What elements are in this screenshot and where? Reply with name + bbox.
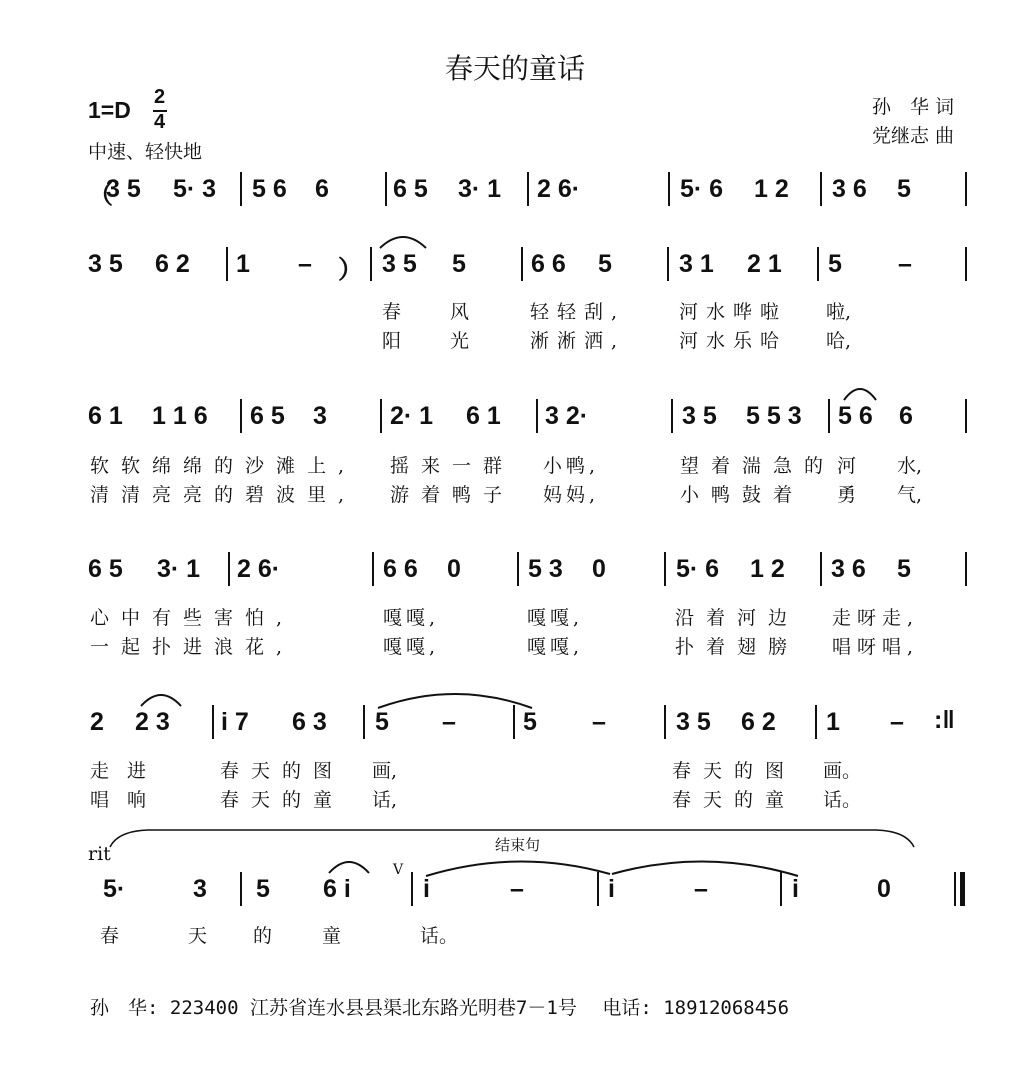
lyric-verse-1: 天 bbox=[188, 925, 208, 947]
note-group: i bbox=[423, 875, 430, 903]
note-group: 5 bbox=[256, 875, 270, 903]
note-group: 2 6· bbox=[537, 175, 581, 203]
lyric-verse-2: 淅淅洒, bbox=[530, 330, 626, 352]
lyric-verse-1: 春 bbox=[100, 925, 120, 947]
note-group: 6 bbox=[315, 175, 329, 203]
note-group: 5 bbox=[897, 555, 911, 583]
slur bbox=[840, 382, 880, 402]
footer-address: 223400 江苏省连水县县渠北东路光明巷7－1号 bbox=[169, 997, 577, 1019]
lyric-verse-2: 气, bbox=[897, 484, 923, 506]
lyric-verse-1: 童 bbox=[322, 925, 342, 947]
note-group: 3 bbox=[313, 402, 327, 430]
note-group: 3· 1 bbox=[458, 175, 502, 203]
key-signature: 1=D bbox=[88, 97, 131, 123]
note-group: – bbox=[890, 708, 904, 736]
barline bbox=[226, 247, 228, 281]
barline bbox=[212, 705, 214, 739]
note-group: i bbox=[608, 875, 615, 903]
note-group: 5· 3 bbox=[173, 175, 217, 203]
lyric-verse-2: 扑着翅膀 bbox=[675, 636, 800, 658]
barline bbox=[521, 247, 523, 281]
barline bbox=[513, 705, 515, 739]
note-group: 1 bbox=[236, 250, 250, 278]
note-group: 6 bbox=[899, 402, 913, 430]
final-barline-thick bbox=[960, 872, 965, 906]
barline bbox=[965, 552, 967, 586]
note-group: 5 6 bbox=[252, 175, 287, 203]
lyric-verse-1: 风 bbox=[450, 301, 470, 323]
barline bbox=[828, 399, 830, 433]
barline bbox=[536, 399, 538, 433]
note-group: 6 1 bbox=[88, 402, 123, 430]
lyric-verse-1: 小鸭, bbox=[543, 455, 600, 477]
note-group: 5· 6 bbox=[680, 175, 724, 203]
lyric-verse-1: 春 bbox=[382, 301, 402, 323]
note-group: 3 6 bbox=[832, 175, 867, 203]
barline bbox=[527, 172, 529, 206]
lyric-verse-2: 光 bbox=[450, 330, 470, 352]
note-group: 5 6 bbox=[838, 402, 873, 430]
breath-mark: V bbox=[393, 862, 404, 878]
note-group: 6 1 bbox=[466, 402, 501, 430]
note-group: 3 6 bbox=[831, 555, 866, 583]
lyric-verse-1: 嘎嘎, bbox=[383, 607, 440, 629]
note-group: – bbox=[442, 708, 456, 736]
note-group: 3 5 bbox=[382, 250, 417, 278]
note-group: 6 5 bbox=[393, 175, 428, 203]
note-group: 5 bbox=[897, 175, 911, 203]
lyric-verse-1: 画, bbox=[372, 760, 398, 782]
lyric-verse-1: 走呀走, bbox=[832, 607, 920, 629]
barline bbox=[668, 172, 670, 206]
note-group: 2 6· bbox=[237, 555, 281, 583]
lyric-verse-1: 啦, bbox=[826, 301, 852, 323]
barline bbox=[363, 705, 365, 739]
barline bbox=[411, 872, 413, 906]
lyric-verse-2: 勇 bbox=[837, 484, 857, 506]
lyric-verse-2: 话。 bbox=[823, 789, 862, 811]
lyric-verse-1: 嘎嘎, bbox=[527, 607, 584, 629]
lyric-verse-2: 唱响 bbox=[90, 789, 165, 811]
repeat-sign: :‖ bbox=[934, 706, 955, 734]
barline bbox=[517, 552, 519, 586]
note-group: 1 2 bbox=[750, 555, 785, 583]
barline bbox=[965, 399, 967, 433]
lyric-verse-2: 春天的童 bbox=[220, 789, 345, 811]
note-group: – bbox=[592, 708, 606, 736]
barline bbox=[820, 552, 822, 586]
lyric-verse-1: 春天的图 bbox=[220, 760, 345, 782]
lyric-verse-2: 清清亮亮的碧波里, bbox=[90, 484, 357, 506]
lyric-verse-2: 春天的童 bbox=[672, 789, 797, 811]
note-group: 5 bbox=[828, 250, 842, 278]
lyric-verse-1: 的 bbox=[253, 925, 273, 947]
note-group: 5 3 bbox=[528, 555, 563, 583]
lyric-verse-2: 妈妈, bbox=[543, 484, 600, 506]
tie bbox=[375, 686, 535, 710]
lyric-verse-2: 小鸭鼓着 bbox=[680, 484, 805, 506]
barline bbox=[671, 399, 673, 433]
lyric-verse-1: 望着湍急的 bbox=[680, 455, 836, 477]
barline bbox=[240, 399, 242, 433]
note-group: 6 2 bbox=[155, 250, 190, 278]
note-group: 2 1 bbox=[747, 250, 782, 278]
slur bbox=[138, 688, 184, 708]
note-group: 2· 1 bbox=[390, 402, 434, 430]
note-group: 6 2 bbox=[741, 708, 776, 736]
lyric-verse-1: 沿着河边 bbox=[675, 607, 800, 629]
note-group: 3 bbox=[193, 875, 207, 903]
note-group: – bbox=[694, 875, 708, 903]
note-group: 6 5 bbox=[250, 402, 285, 430]
note-group: – bbox=[510, 875, 524, 903]
lyric-verse-2: 河水乐哈 bbox=[679, 330, 788, 352]
lyric-verse-1: 水, bbox=[897, 455, 923, 477]
barline bbox=[965, 247, 967, 281]
note-group: 3 5 bbox=[676, 708, 711, 736]
coda-label: 结束句 bbox=[495, 836, 541, 854]
note-group: 5· bbox=[103, 875, 126, 903]
note-group: 3 1 bbox=[679, 250, 714, 278]
footer-contact bbox=[90, 993, 789, 1020]
note-group: 6 i bbox=[323, 875, 351, 903]
note-group: 6 6 bbox=[383, 555, 418, 583]
barline bbox=[240, 172, 242, 206]
note-group: 2 3 bbox=[135, 708, 170, 736]
barline bbox=[780, 872, 782, 906]
barline bbox=[380, 399, 382, 433]
footer-author: 孙 华: bbox=[90, 997, 159, 1019]
note-group: 0 bbox=[592, 555, 606, 583]
note-group: 5 bbox=[375, 708, 389, 736]
note-group: i bbox=[792, 875, 799, 903]
slur bbox=[378, 230, 428, 250]
lyric-verse-2: 嘎嘎, bbox=[527, 636, 584, 658]
note-group: 1 2 bbox=[754, 175, 789, 203]
barline bbox=[664, 705, 666, 739]
lyric-verse-2: 阳 bbox=[382, 330, 402, 352]
note-group: 1 1 6 bbox=[152, 402, 208, 430]
barline bbox=[664, 552, 666, 586]
lyric-verse-1: 走进 bbox=[90, 760, 165, 782]
lyric-verse-1: 河水哗啦 bbox=[679, 301, 788, 323]
note-group: 3 2· bbox=[545, 402, 589, 430]
note-group: 2 bbox=[90, 708, 104, 736]
time-signature-bottom: 4 bbox=[154, 111, 166, 133]
lyric-verse-1: 春天的图 bbox=[672, 760, 797, 782]
barline bbox=[228, 552, 230, 586]
tie bbox=[423, 852, 808, 878]
lyric-verse-1: 心中有些害怕, bbox=[90, 607, 295, 629]
lyric-verse-2: 一起扑进浪花, bbox=[90, 636, 295, 658]
time-signature-top: 2 bbox=[154, 86, 166, 108]
note-group: 5 bbox=[598, 250, 612, 278]
barline bbox=[815, 705, 817, 739]
final-barline-thin bbox=[954, 872, 956, 906]
note-group: 0 bbox=[447, 555, 461, 583]
barline bbox=[965, 172, 967, 206]
note-group: – bbox=[898, 250, 912, 278]
lyric-verse-1: 摇来一群 bbox=[390, 455, 515, 477]
note-group: 6 3 bbox=[292, 708, 327, 736]
barline bbox=[370, 247, 372, 281]
note-group: 3 5 bbox=[88, 250, 123, 278]
note-group: 5 5 3 bbox=[746, 402, 802, 430]
note-group: 6 6 bbox=[531, 250, 566, 278]
note-group: – bbox=[298, 250, 312, 278]
barline bbox=[385, 172, 387, 206]
lyric-verse-2: 唱呀唱, bbox=[832, 636, 920, 658]
note-group: 1 bbox=[826, 708, 840, 736]
composer: 党继志 曲 bbox=[872, 125, 955, 147]
rit-marking: rit bbox=[88, 843, 111, 865]
barline bbox=[667, 247, 669, 281]
lyric-verse-2: 游着鸭子 bbox=[390, 484, 515, 506]
note-group: ） bbox=[338, 256, 364, 284]
note-group: 3 5 bbox=[682, 402, 717, 430]
note-group: 3· 1 bbox=[157, 555, 201, 583]
note-group: i 7 bbox=[221, 708, 249, 736]
slur bbox=[326, 855, 372, 875]
barline bbox=[372, 552, 374, 586]
barline bbox=[820, 172, 822, 206]
note-group: 5 bbox=[452, 250, 466, 278]
footer-phone-label: 电话: bbox=[602, 997, 652, 1019]
barline bbox=[817, 247, 819, 281]
lyric-verse-1: 软软绵绵的沙滩上, bbox=[90, 455, 357, 477]
lyric-verse-2: 哈, bbox=[826, 330, 852, 352]
barline bbox=[240, 872, 242, 906]
lyric-verse-1: 河 bbox=[837, 455, 857, 477]
lyric-verse-2: 嘎嘎, bbox=[383, 636, 440, 658]
note-group: 5· 6 bbox=[676, 555, 720, 583]
lyric-verse-2: 话, bbox=[372, 789, 398, 811]
lyric-verse-1: 话。 bbox=[420, 925, 459, 947]
footer-phone: 18912068456 bbox=[663, 997, 790, 1019]
lyric-verse-1: 画。 bbox=[823, 760, 862, 782]
lyricist: 孙 华 词 bbox=[872, 96, 955, 118]
note-group: 3 5 bbox=[106, 175, 141, 203]
lyric-verse-1: 轻轻刮, bbox=[530, 301, 626, 323]
note-group: （ bbox=[88, 181, 114, 209]
tempo-marking: 中速、轻快地 bbox=[88, 141, 203, 163]
song-title: 春天的童话 bbox=[445, 52, 586, 85]
note-group: 5 bbox=[523, 708, 537, 736]
note-group: 6 5 bbox=[88, 555, 123, 583]
note-group: 0 bbox=[877, 875, 891, 903]
barline bbox=[597, 872, 599, 906]
